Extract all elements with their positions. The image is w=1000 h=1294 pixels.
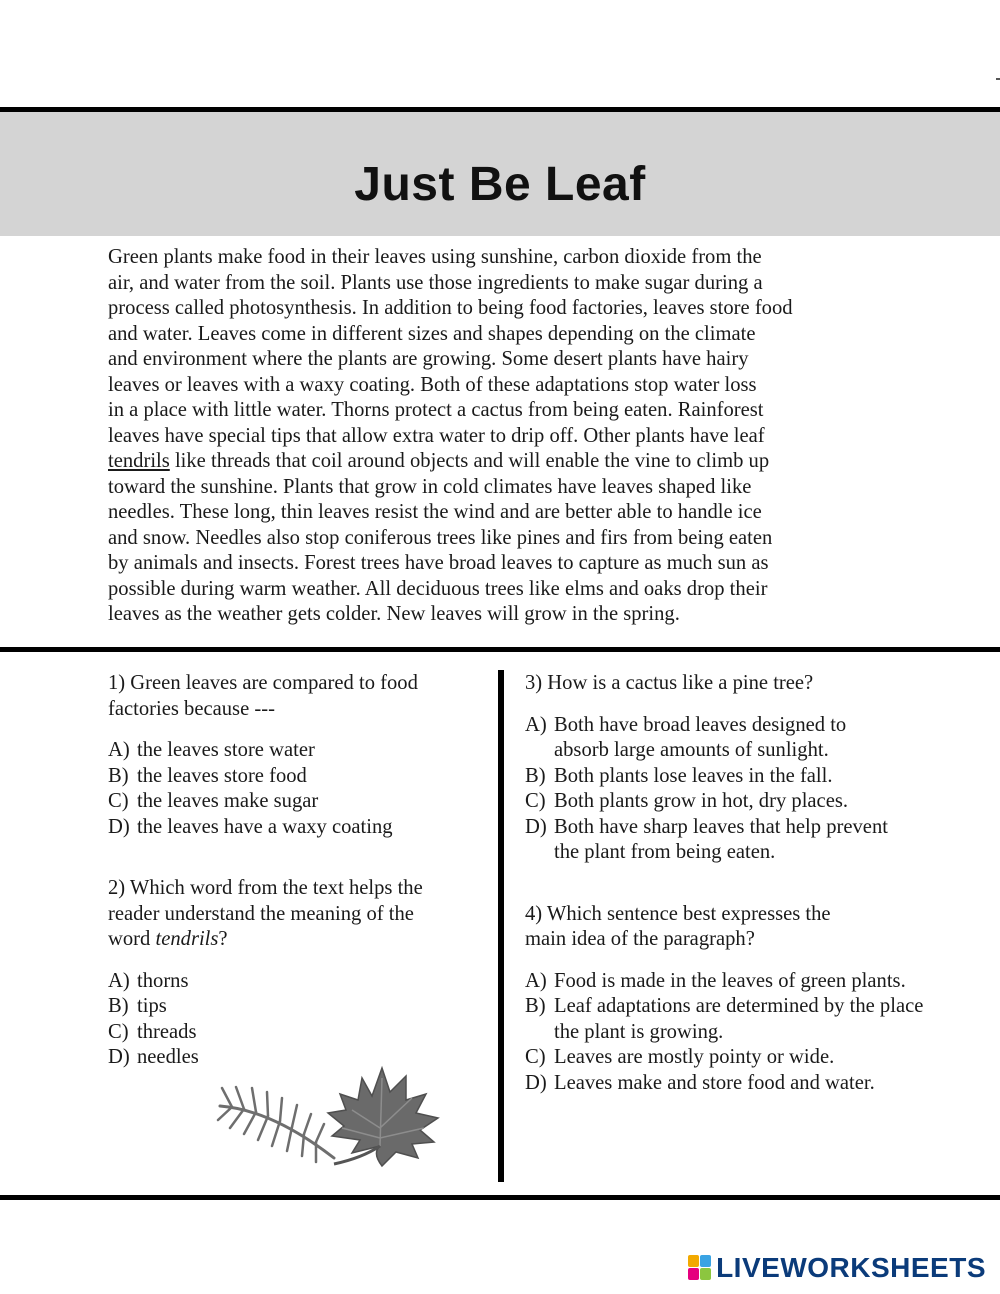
liveworksheets-logo[interactable] — [688, 1252, 986, 1284]
question-4-options — [525, 969, 945, 1097]
option-text: Both plants grow in hot, dry places. — [554, 790, 848, 812]
leaves-illustration — [212, 1058, 452, 1173]
option-text: Both plants lose leaves in the fall. — [554, 764, 833, 787]
question-1-prompt — [108, 671, 493, 722]
question-1-line: factories because --- — [108, 697, 275, 720]
option-label: C) — [108, 790, 129, 812]
question-2-prompt — [108, 876, 493, 953]
option-text: Leaves are mostly pointy or wide. — [554, 1046, 835, 1068]
question-4-line: main idea of the paragraph? — [525, 928, 755, 950]
question-2-italic-word: tendrils — [155, 928, 219, 950]
passage-line: Green plants make food in their leaves using sunshine, carbon dioxide from the — [108, 246, 762, 268]
option-label: C) — [108, 1020, 129, 1043]
question-2-option-a[interactable] — [108, 969, 493, 995]
passage-line: and environment where the plants are growing. Some desert plants have hairy — [108, 348, 749, 370]
question-4-line: 4) Which sentence best expresses the — [525, 902, 831, 925]
question-4-prompt — [525, 902, 965, 953]
question-3-option-a[interactable] — [525, 713, 905, 764]
question-2-line: reader understand the meaning of the — [108, 902, 414, 925]
option-text: Food is made in the leaves of green plants. — [554, 969, 906, 992]
option-label: B) — [108, 764, 129, 787]
passage-line: toward the sunshine. Plants that grow in cold climates have leaves shaped like — [108, 475, 752, 498]
maple-leaf-icon — [328, 1068, 438, 1166]
option-label: A) — [108, 739, 130, 761]
option-label: B) — [108, 995, 129, 1017]
reading-passage — [108, 245, 918, 628]
question-1-option-b[interactable] — [108, 764, 493, 790]
option-label: A) — [108, 969, 130, 992]
question-3-option-d[interactable] — [525, 815, 905, 866]
option-text: Both have broad leaves designed to absorb large amounts of sunlight. — [554, 713, 847, 761]
option-text: tips — [137, 995, 167, 1017]
option-text: the leaves make sugar — [137, 790, 319, 812]
question-4-option-a[interactable] — [525, 969, 934, 995]
passage-line: by animals and insects. Forest trees have broad leaves to capture as much sun as — [108, 552, 769, 574]
question-1-line: 1) Green leaves are compared to food — [108, 672, 418, 694]
passage-line: and snow. Needles also stop coniferous trees like pines and firs from being eaten — [108, 526, 773, 549]
question-3-prompt — [525, 671, 965, 697]
question-1-option-d[interactable] — [108, 815, 493, 841]
fern-leaf-icon — [218, 1087, 334, 1162]
page-title: Just Be Leaf — [354, 157, 646, 211]
question-3-line: 3) How is a cactus like a pine tree? — [525, 672, 814, 694]
passage-line-tendrils — [108, 449, 918, 475]
option-label: B) — [525, 995, 546, 1017]
passage-line: leaves as the weather gets colder. New leaves will grow in the spring. — [108, 603, 680, 625]
passage-line: and water. Leaves come in different sizes and shapes depending on the climate — [108, 322, 756, 345]
option-label: D) — [525, 1071, 547, 1094]
option-text: thorns — [137, 969, 189, 992]
middle-rule — [0, 647, 1000, 652]
bottom-rule — [0, 1195, 1000, 1200]
option-text: Leaves make and store food and water. — [554, 1071, 875, 1094]
option-label: A) — [525, 969, 547, 992]
option-text: the leaves store food — [137, 764, 307, 787]
underlined-word: tendrils — [108, 450, 170, 472]
option-text: needles — [137, 1046, 199, 1068]
right-question-column — [525, 671, 965, 1112]
option-text: the leaves have a waxy coating — [137, 815, 393, 838]
question-4-option-b[interactable] — [525, 994, 939, 1045]
passage-line: needles. These long, thin leaves resist the wind and are better able to handle ice — [108, 501, 762, 523]
question-2-options — [108, 969, 493, 1071]
question-1-option-a[interactable] — [108, 738, 493, 764]
question-3-option-c[interactable] — [525, 789, 905, 815]
passage-line: air, and water from the soil. Plants use those ingredients to make sugar during a — [108, 271, 763, 294]
logo-mark-icon — [688, 1255, 712, 1281]
option-label: B) — [525, 764, 546, 787]
question-4-option-c[interactable] — [525, 1045, 945, 1071]
option-label: D) — [525, 815, 547, 838]
passage-line: leaves or leaves with a waxy coating. Both of these adaptations stop water loss — [108, 373, 757, 396]
corner-mark — [996, 78, 1000, 80]
question-2-option-b[interactable] — [108, 994, 493, 1020]
left-question-column — [108, 671, 493, 1087]
question-4-option-d[interactable] — [525, 1071, 945, 1097]
option-label: D) — [108, 1046, 130, 1068]
passage-line: in a place with little water. Thorns protect a cactus from being eaten. Rainforest — [108, 399, 764, 421]
option-label: A) — [525, 713, 547, 736]
question-2-line — [108, 927, 493, 953]
question-1-option-c[interactable] — [108, 789, 493, 815]
passage-line: possible during warm weather. All deciduous trees like elms and oaks drop their — [108, 577, 768, 600]
passage-line: leaves have special tips that allow extra water to drip off. Other plants have leaf — [108, 424, 765, 447]
option-text: threads — [137, 1020, 197, 1043]
question-3-option-b[interactable] — [525, 764, 905, 790]
option-text: Leaf adaptations are determined by the place the plant is growing. — [554, 995, 924, 1043]
question-2-word-suffix: ? — [218, 928, 228, 950]
option-text: Both have sharp leaves that help prevent the plant from being eaten. — [554, 815, 888, 863]
question-3-options — [525, 713, 905, 866]
question-2-option-c[interactable] — [108, 1020, 493, 1046]
option-label: C) — [525, 1046, 546, 1068]
question-2-word-prefix: word — [108, 928, 156, 950]
title-band — [0, 112, 1000, 236]
column-divider — [498, 670, 504, 1182]
question-1-options — [108, 738, 493, 840]
passage-line: process called photosynthesis. In addition to being food factories, leaves store food — [108, 297, 793, 319]
option-label: D) — [108, 815, 130, 838]
passage-line-rest: like threads that coil around objects and will enable the vine to climb up — [174, 450, 770, 472]
option-text: the leaves store water — [137, 739, 315, 761]
question-2-line: 2) Which word from the text helps the — [108, 877, 423, 899]
option-label: C) — [525, 790, 546, 812]
logo-text: LIVEWORKSHEETS — [716, 1252, 986, 1283]
